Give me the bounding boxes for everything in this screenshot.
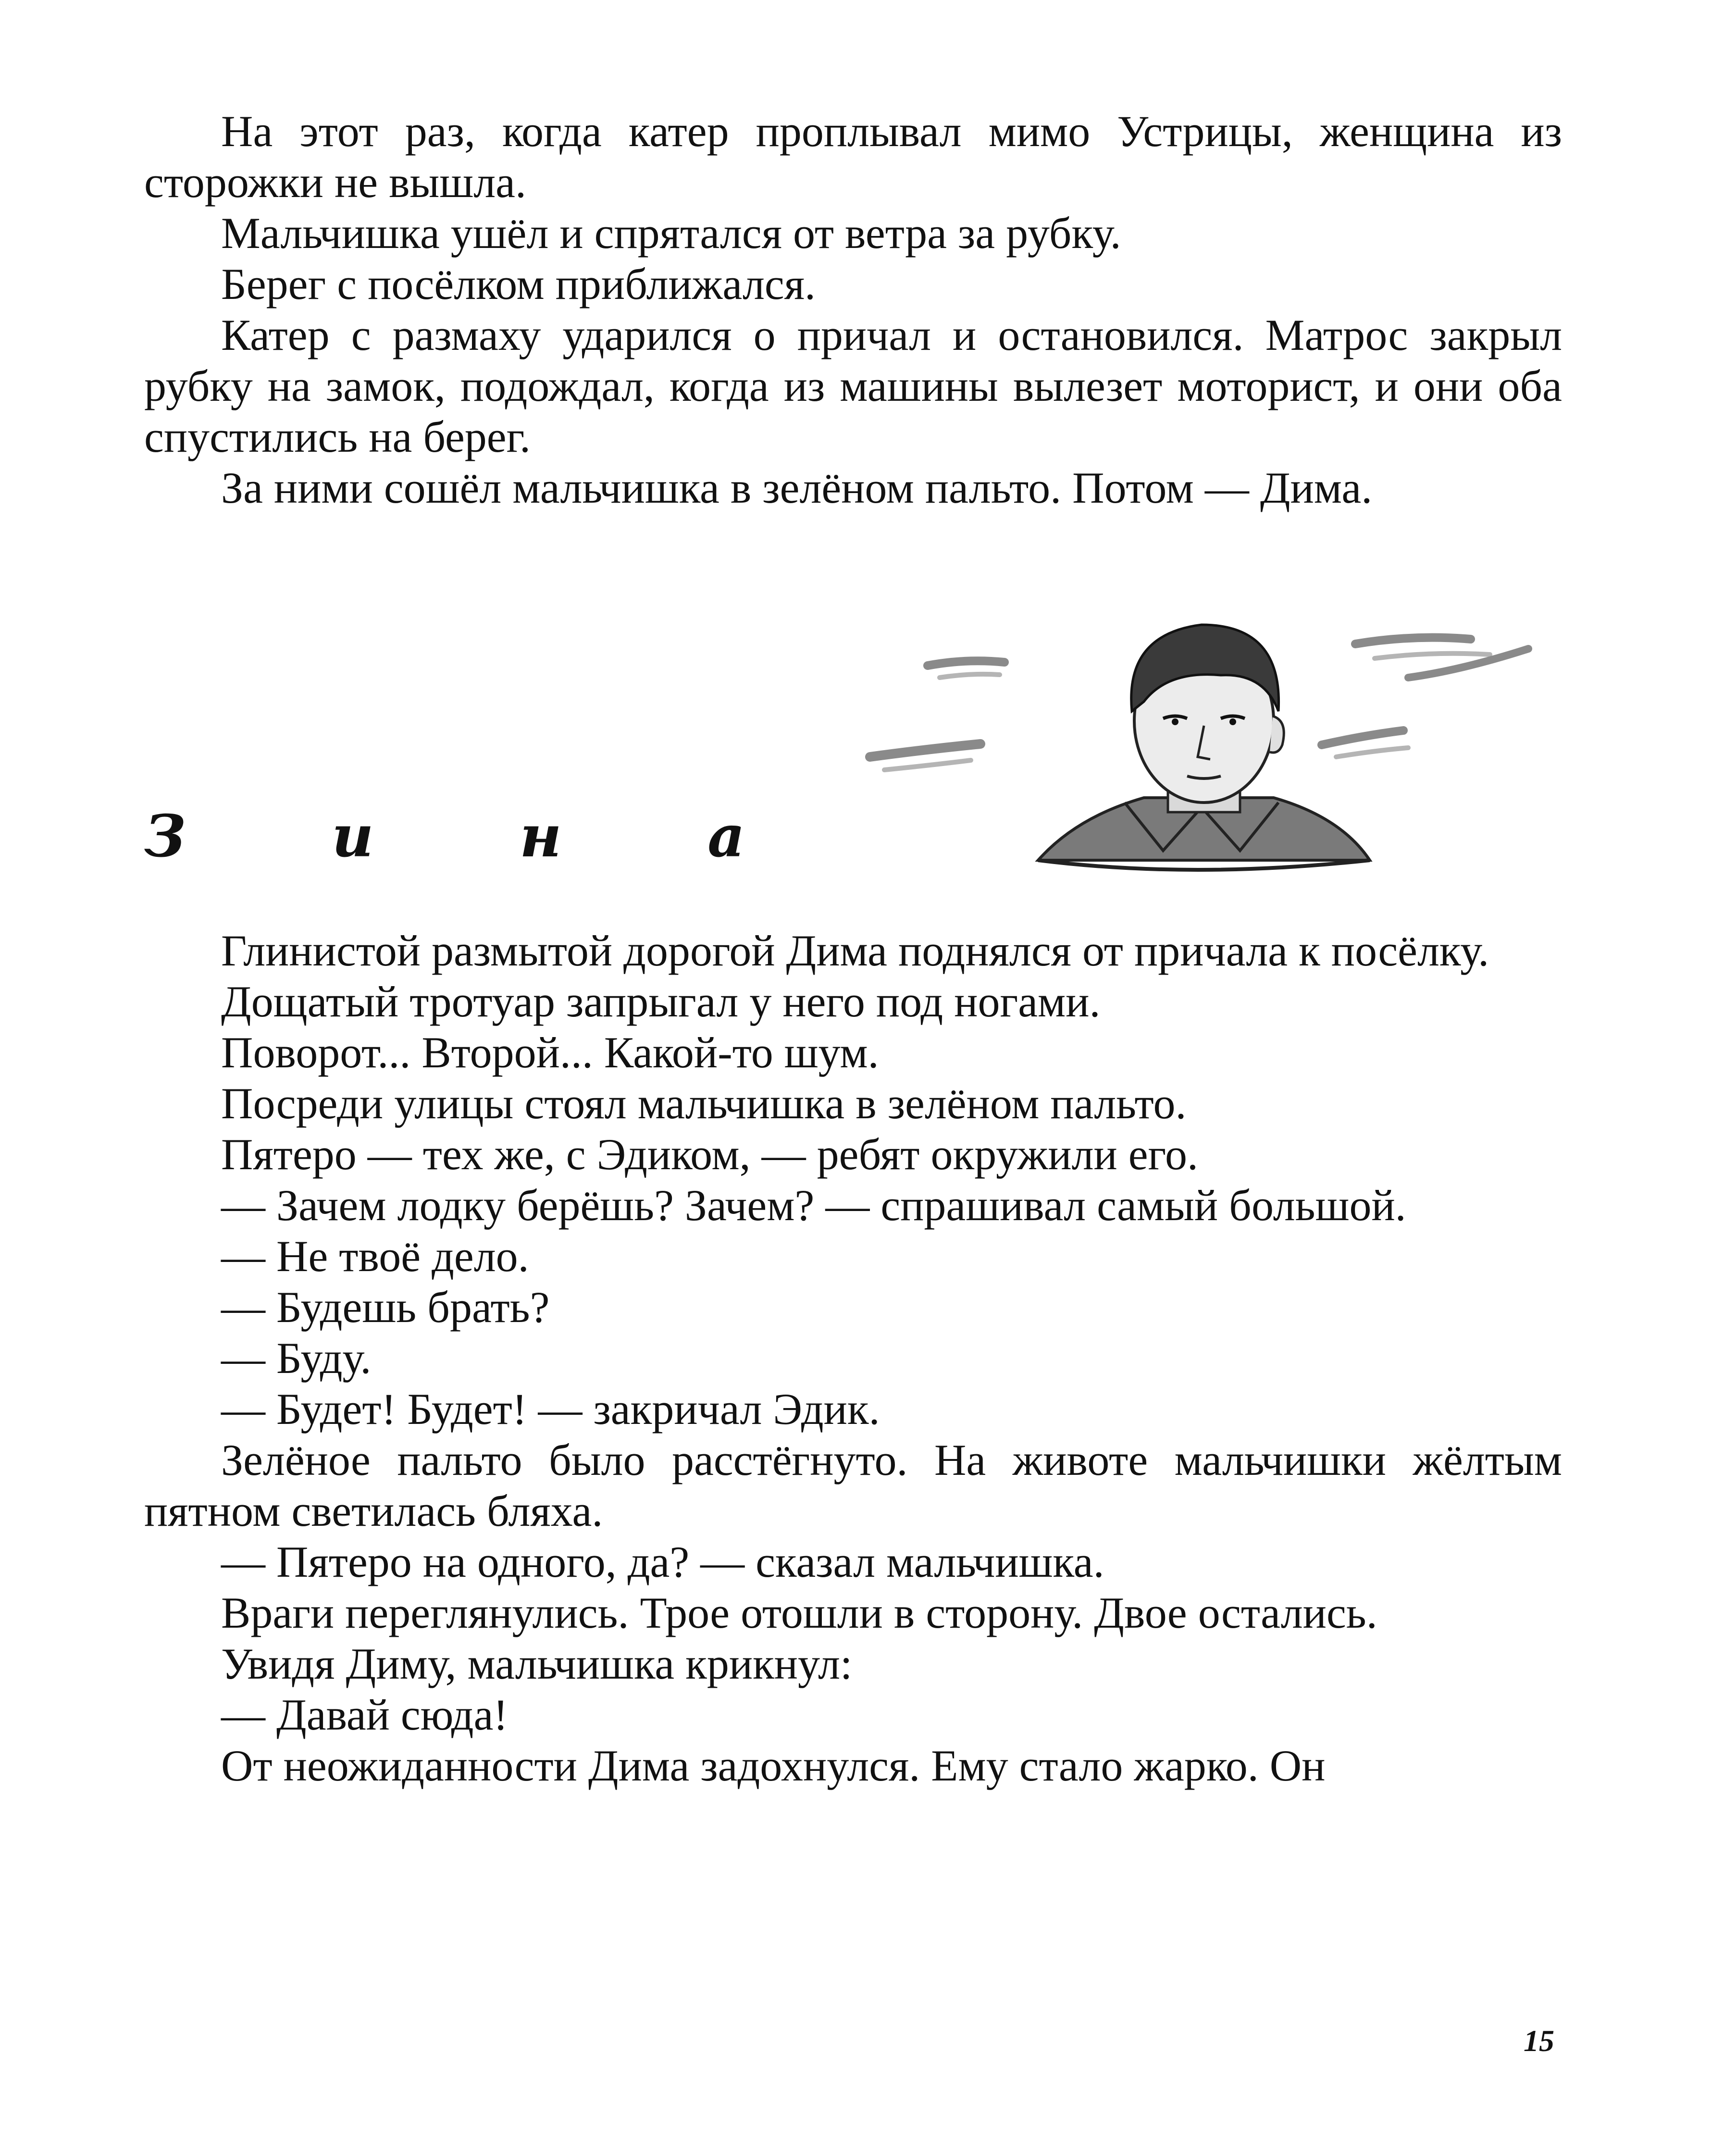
dialogue-line: — Давай сюда!: [221, 1690, 508, 1739]
chapter-heading: [144, 788, 745, 884]
paragraph: Пятеро — тех же, с Эдиком, — ребят окружили его.: [221, 1130, 1198, 1179]
dialogue-line: — Зачем лодку берёшь? Зачем? — спрашивал самый большой.: [221, 1181, 1406, 1230]
paragraph: На этот раз, когда катер проплывал мимо Устрицы, женщина из сторожки не вышла.: [144, 107, 1562, 207]
heading-letter: а: [707, 802, 745, 870]
paragraph: Глинистой размытой дорогой Дима поднялся от причала к посёлку.: [221, 926, 1489, 975]
dialogue-line: — Буду.: [221, 1334, 372, 1383]
paragraph: Увидя Диму, мальчишка крикнул:: [221, 1639, 853, 1688]
chapter-text-block: [144, 925, 1562, 1791]
paragraph: Дощатый тротуар запрыгал у него под ногами.: [221, 977, 1101, 1026]
paragraph: Катер с размаху ударился о причал и остановился. Матрос закрыл рубку на замок, подождал, когда из машины вылезет моторист, и они оба спустились на берег.: [144, 310, 1562, 461]
paragraph: Поворот... Второй... Какой-то шум.: [221, 1028, 879, 1077]
boy-portrait-illustration: [856, 591, 1586, 889]
paragraph: Берег с посёлком приближался.: [221, 260, 816, 309]
paragraph: Мальчишка ушёл и спрятался от ветра за рубку.: [221, 209, 1121, 258]
wind-strokes-right: [1322, 638, 1528, 757]
opening-text-block: [144, 106, 1562, 513]
paragraph: От неожиданности Дима задохнулся. Ему стало жарко. Он: [221, 1741, 1326, 1790]
dialogue-line: — Пятеро на одного, да? — сказал мальчишка.: [221, 1537, 1104, 1586]
heading-letter: и: [332, 802, 374, 870]
dialogue-line: — Будет! Будет! — закричал Эдик.: [221, 1385, 880, 1434]
paragraph: Посреди улицы стоял мальчишка в зелёном пальто.: [221, 1079, 1187, 1128]
paragraph: Зелёное пальто было расстёгнуто. На животе мальчишки жёлтым пятном светилась бляха.: [144, 1435, 1562, 1535]
heading-letter: н: [520, 802, 562, 870]
wind-strokes-left: [870, 661, 1004, 770]
heading-letter: З: [144, 802, 186, 870]
page-number: 15: [1524, 2024, 1554, 2058]
paragraph: За ними сошёл мальчишка в зелёном пальто. Потом — Дима.: [221, 463, 1373, 512]
paragraph: Враги переглянулись. Трое отошли в сторону. Двое остались.: [221, 1588, 1377, 1637]
dialogue-line: — Будешь брать?: [221, 1283, 550, 1332]
dialogue-line: — Не твоё дело.: [221, 1232, 529, 1281]
